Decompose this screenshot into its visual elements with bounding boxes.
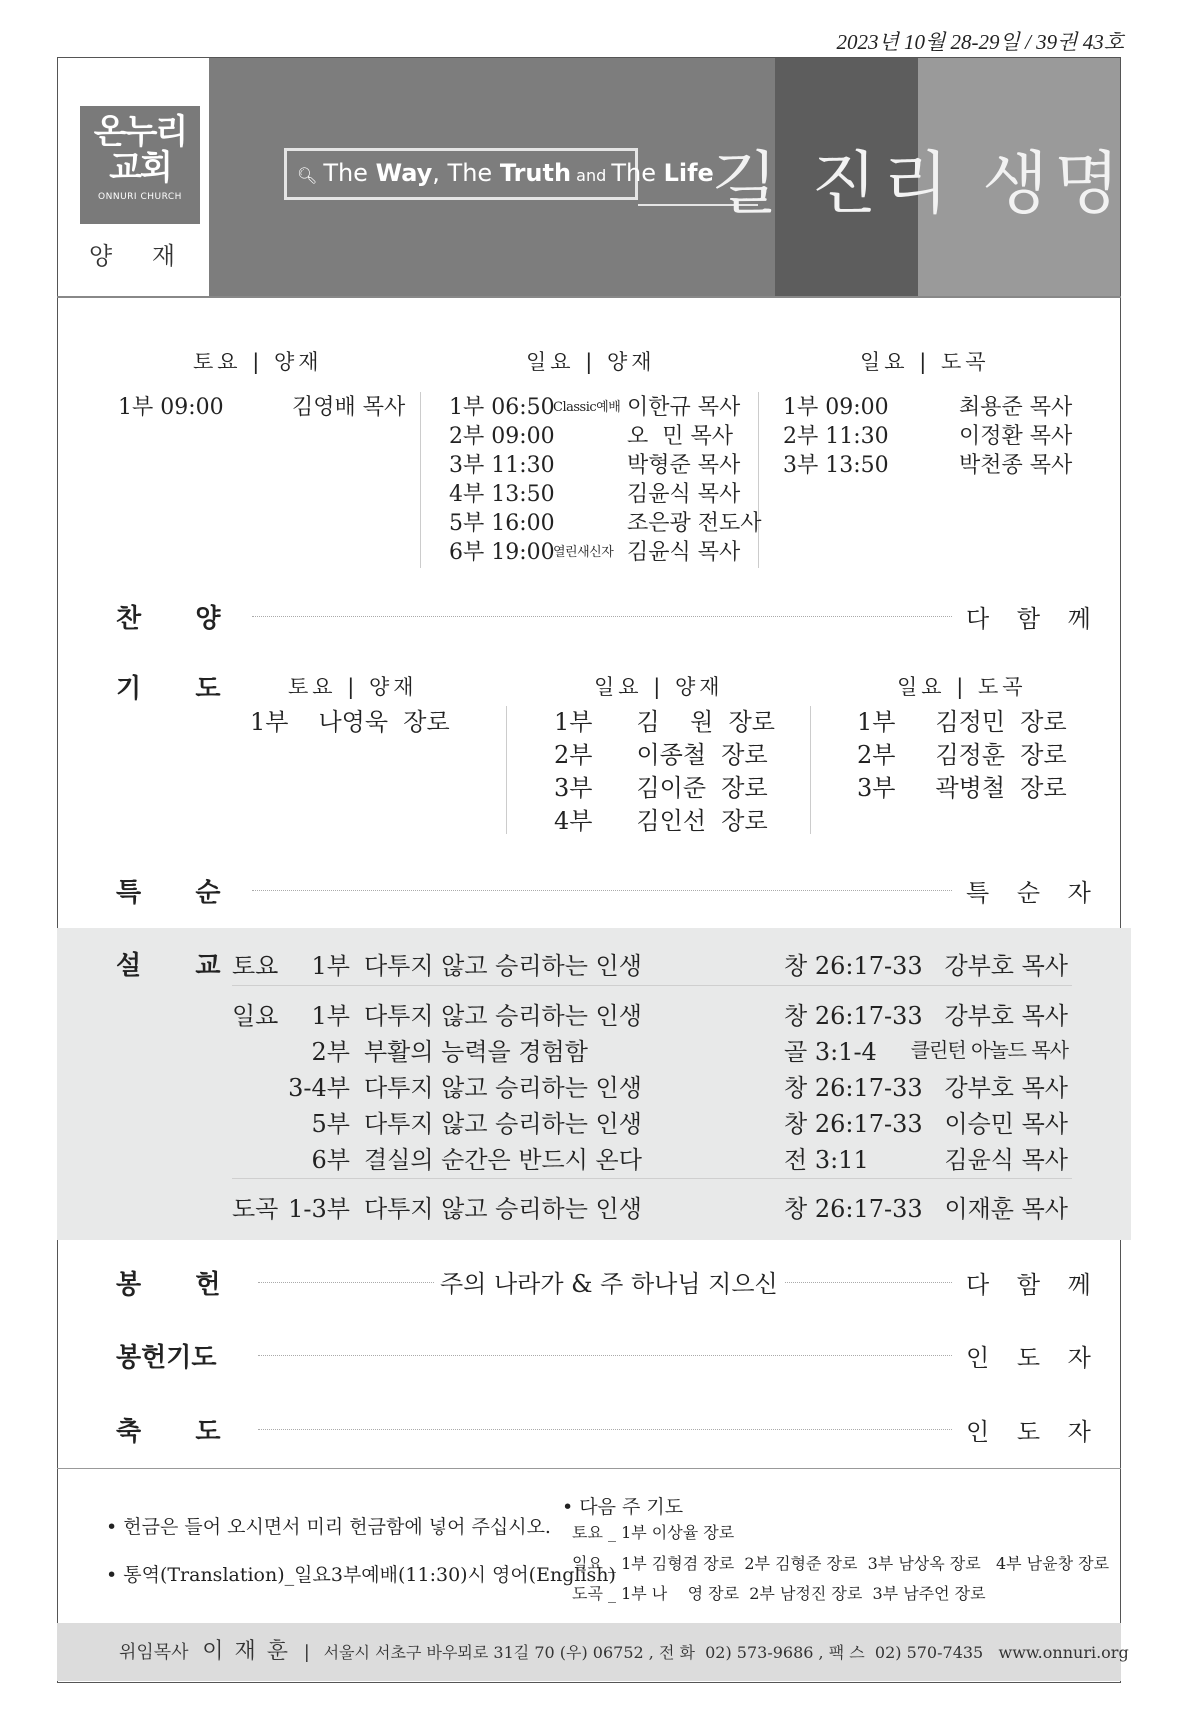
service-preacher: 최용준 목사 — [959, 395, 1073, 420]
praise-label: 찬 양 — [116, 604, 221, 634]
sermon-ref: 창 26:17-33 — [784, 1110, 923, 1138]
service-row — [783, 393, 1083, 422]
prayer-row — [554, 772, 775, 805]
service-time: 3부 11:30 — [449, 453, 555, 478]
service-row — [783, 422, 1083, 451]
sermon-preacher: 이재훈 목사 — [944, 1195, 1068, 1223]
column-divider — [810, 706, 811, 834]
service-row — [449, 393, 741, 422]
service-time: 5부 16:00 — [449, 511, 555, 536]
sermon-preacher: 강부호 목사 — [944, 952, 1068, 980]
prayer-row — [857, 706, 1067, 739]
sermon-preacher: 이승민 목사 — [944, 1110, 1068, 1138]
service-preacher: 박형준 목사 — [627, 453, 741, 478]
service-time: 1부 09:00 — [783, 395, 889, 420]
logo-sub: ONNURI CHURCH — [98, 192, 182, 202]
service-note: 열린새신자 — [553, 545, 614, 560]
service-time: 6부 19:00 — [449, 540, 555, 565]
motto-text: The — [611, 159, 664, 187]
sermon-ref: 창 26:17-33 — [784, 1074, 923, 1102]
service-row — [449, 509, 762, 538]
column-divider — [758, 392, 759, 568]
dotted-leader — [258, 1429, 952, 1430]
service-preacher: 김윤식 목사 — [627, 482, 741, 507]
motto-truth: Truth — [499, 159, 572, 187]
sun-yangjae-heading: 일요 | 양재 — [526, 350, 656, 374]
next-prayer-dogok: 도곡 _ 1부 나 영 장로 2부 남정진 장로 3부 남주언 장로 — [572, 1584, 986, 1603]
service-preacher: 이정환 목사 — [959, 424, 1073, 449]
motto-way: Way — [375, 159, 433, 187]
service-row — [449, 538, 741, 567]
prayer-part: 4부 — [554, 807, 593, 835]
prayer-label: 기 도 — [116, 674, 221, 704]
service-row — [449, 451, 741, 480]
campus-name: 양 재 — [89, 242, 191, 270]
sermon-part: 2부 — [311, 1038, 350, 1066]
sermon-ref: 전 3:11 — [784, 1146, 869, 1174]
prayer-row — [554, 706, 775, 739]
sermon-title: 다투지 않고 승리하는 인생 — [364, 1002, 642, 1030]
sermon-separator — [232, 1178, 1072, 1179]
benediction-leader: 인 도 자 — [966, 1418, 1101, 1446]
prayer-name: 김 원 장로 — [636, 708, 775, 736]
offering-label: 봉 헌 — [116, 1270, 221, 1300]
prayer-name: 김정민 장로 — [935, 708, 1067, 736]
prayer-sun-dogok-heading: 일요 | 도곡 — [897, 675, 1027, 699]
sermon-ref: 창 26:17-33 — [784, 1002, 923, 1030]
prayer-row — [554, 805, 775, 838]
next-prayer-sun: 일요 _ 1부 김형겸 장로 2부 김형준 장로 3부 남상옥 장로 4부 남윤창 장로 — [572, 1554, 1110, 1573]
special-performer: 특 순 자 — [966, 879, 1101, 907]
sermon-title: 다투지 않고 승리하는 인생 — [364, 1195, 642, 1223]
header-divider — [57, 296, 1121, 298]
motto-text: , The — [432, 159, 500, 187]
prayer-row — [857, 739, 1067, 772]
prayer-sat-heading: 토요 | 양재 — [288, 675, 418, 699]
benediction-label: 축 도 — [116, 1417, 221, 1447]
prayer-name: 김이준 장로 — [636, 774, 768, 802]
service-time: 1부 06:50 — [449, 395, 555, 420]
column-divider — [420, 392, 421, 568]
prayer-sun-yangjae-list — [554, 706, 775, 838]
prayer-name: 곽병철 장로 — [935, 774, 1067, 802]
sermon-preacher: 강부호 목사 — [944, 1074, 1068, 1102]
sermon-title: 결실의 순간은 반드시 온다 — [364, 1146, 642, 1174]
prayer-name: 김정훈 장로 — [935, 741, 1067, 769]
prayer-name: 나영욱 장로 — [318, 708, 450, 736]
offering-song: 주의 나라가 & 주 하나님 지으신 — [434, 1264, 784, 1299]
dotted-leader — [252, 616, 952, 617]
service-preacher: 조은광 전도사 — [627, 511, 762, 536]
search-icon: 🔍︎ — [297, 166, 318, 185]
dotted-leader — [258, 1355, 952, 1356]
service-time: 2부 11:30 — [783, 424, 889, 449]
pastor-name: 이 재 훈 — [202, 1639, 291, 1664]
sermon-day: 일요 — [232, 1002, 279, 1030]
sun-yangjae-services — [449, 393, 762, 567]
sermon-part: 1부 — [311, 1002, 350, 1030]
sermon-label: 설 교 — [116, 951, 221, 981]
prayer-row — [250, 706, 450, 739]
sermon-part: 3-4부 — [288, 1074, 350, 1102]
prayer-part: 2부 — [857, 741, 896, 769]
service-preacher: 김윤식 목사 — [627, 540, 741, 565]
next-prayer-title: • 다음 주 기도 — [562, 1496, 684, 1518]
prayer-part: 1부 — [857, 708, 896, 736]
sermon-title: 부활의 능력을 경험함 — [364, 1038, 588, 1066]
service-row — [449, 480, 741, 509]
prayer-part: 3부 — [857, 774, 896, 802]
notices-divider — [57, 1468, 1121, 1469]
sermon-separator — [232, 985, 1072, 986]
service-preacher: 이한규 목사 — [627, 395, 741, 420]
prayer-sun-yangjae-heading: 일요 | 양재 — [594, 675, 724, 699]
motto-box — [284, 148, 714, 200]
sermon-title: 다투지 않고 승리하는 인생 — [364, 1074, 642, 1102]
prayer-part: 2부 — [554, 741, 593, 769]
next-prayer-sat: 토요 _ 1부 이상율 장로 — [572, 1523, 735, 1542]
logo-line1: 온누리 — [93, 112, 187, 152]
offering-prayer-leader: 인 도 자 — [966, 1344, 1101, 1372]
notice-translation: • 통역(Translation)_일요3부예배(11:30)시 영어(English) — [106, 1564, 616, 1586]
special-label: 특 순 — [116, 878, 221, 908]
logo-line2: 교회 — [109, 148, 171, 188]
prayer-row — [554, 739, 775, 772]
service-time: 1부 09:00 — [118, 395, 224, 420]
prayer-sun-dogok-list — [857, 706, 1067, 805]
service-time: 2부 09:00 — [449, 424, 555, 449]
motto-and: and — [571, 166, 612, 185]
offering-leader: 다 함 께 — [966, 1271, 1101, 1299]
prayer-name: 이종철 장로 — [636, 741, 768, 769]
service-time: 4부 13:50 — [449, 482, 555, 507]
sermon-preacher: 김윤식 목사 — [944, 1146, 1068, 1174]
sermon-title: 다투지 않고 승리하는 인생 — [364, 1110, 642, 1138]
prayer-row — [857, 772, 1067, 805]
pastor-label: 위임목사 — [119, 1642, 189, 1663]
service-preacher: 박천종 목사 — [959, 453, 1073, 478]
notice-offering: • 헌금은 들어 오시면서 미리 헌금함에 넣어 주십시오. — [106, 1516, 551, 1538]
sermon-part: 5부 — [311, 1110, 350, 1138]
sermon-day: 도곡 — [232, 1195, 279, 1223]
sermon-preacher: 클린턴 아놀드 목사 — [910, 1038, 1068, 1062]
prayer-part: 1부 — [250, 708, 289, 736]
offering-prayer-label: 봉헌기도 — [116, 1343, 217, 1373]
sermon-part: 6부 — [311, 1146, 350, 1174]
service-row — [449, 422, 733, 451]
prayer-name: 김인선 장로 — [636, 807, 768, 835]
sermon-title: 다투지 않고 승리하는 인생 — [364, 952, 642, 980]
prayer-sat-list — [250, 706, 450, 739]
sun-dogok-heading: 일요 | 도곡 — [860, 350, 990, 374]
sermon-part: 1부 — [311, 952, 350, 980]
sermon-preacher: 강부호 목사 — [944, 1002, 1068, 1030]
dotted-leader — [252, 890, 952, 891]
sermon-ref: 골 3:1-4 — [784, 1038, 877, 1066]
service-time: 3부 13:50 — [783, 453, 889, 478]
prayer-part: 3부 — [554, 774, 593, 802]
praise-leader: 다 함 께 — [966, 605, 1101, 633]
sermon-part: 1-3부 — [288, 1195, 350, 1223]
sermon-ref: 창 26:17-33 — [784, 952, 923, 980]
service-preacher: 김영배 목사 — [292, 395, 406, 420]
sermon-ref: 창 26:17-33 — [784, 1195, 923, 1223]
column-divider — [506, 706, 507, 834]
service-row — [783, 451, 1083, 480]
issue-date: 2023년 10월 28-29일 / 39권 43호 — [836, 30, 1124, 54]
church-address: 서울시 서초구 바우뫼로 31길 70 (우) 06752 , 전 화 02) 573-9686 , 팩 스 02) 570-7435 www.onnuri.org — [323, 1643, 1129, 1662]
motto-life: Life — [663, 159, 714, 187]
footer-separator: | — [303, 1642, 310, 1663]
prayer-part: 1부 — [554, 708, 593, 736]
sermon-day: 토요 — [232, 952, 279, 980]
footer-bar — [57, 1623, 1129, 1681]
service-preacher: 오 민 목사 — [627, 424, 733, 449]
sat-yangjae-heading: 토요 | 양재 — [193, 350, 323, 374]
sun-dogok-services — [783, 393, 1083, 480]
service-note: Classic예배 — [553, 400, 621, 415]
church-logo — [80, 106, 200, 224]
motto-text: The — [323, 159, 376, 187]
page-title: 길 진리 생명 — [712, 145, 1126, 224]
